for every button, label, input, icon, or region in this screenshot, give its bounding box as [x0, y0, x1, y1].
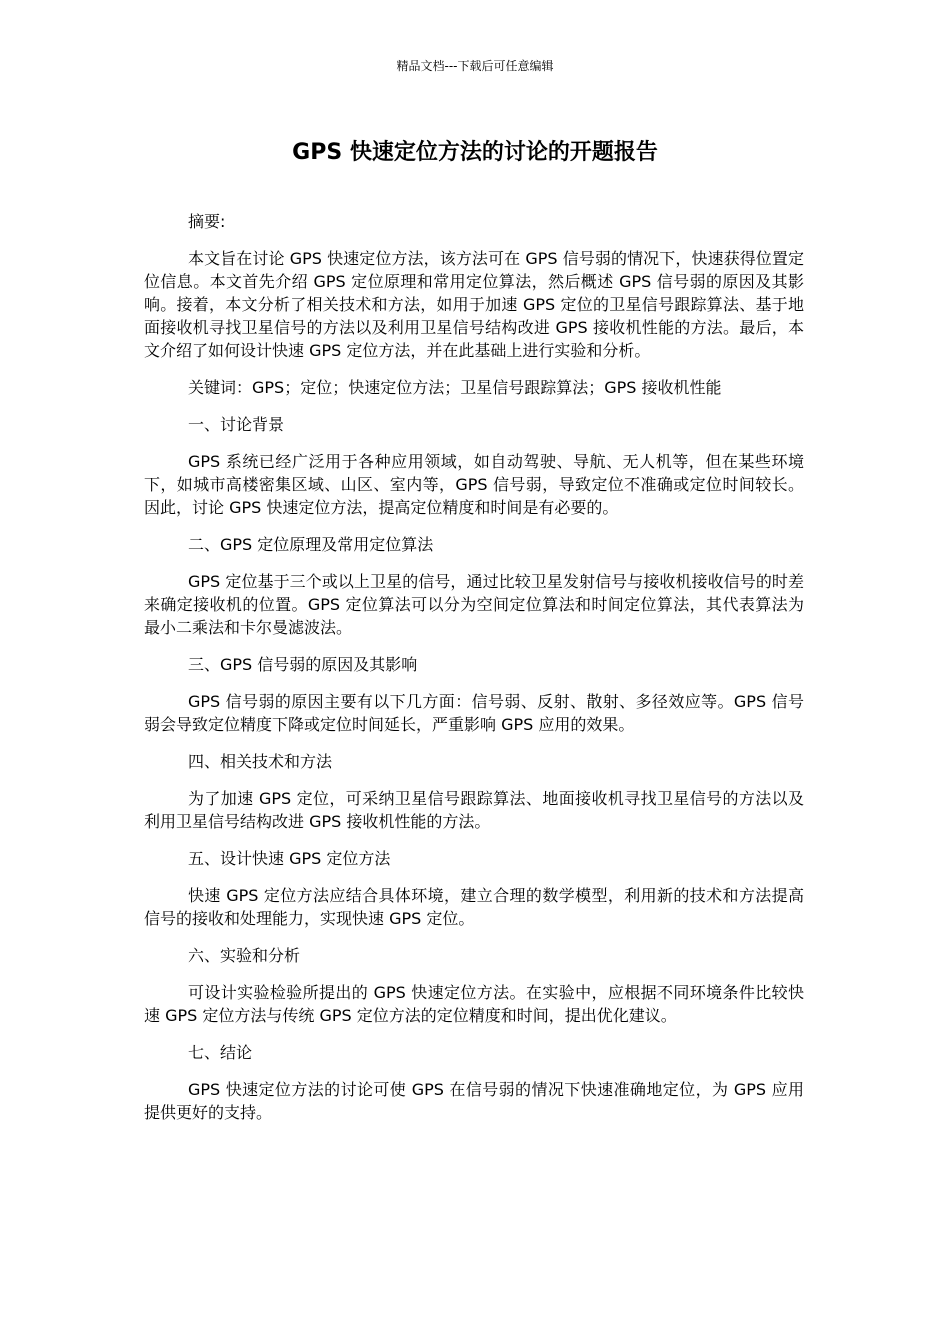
- section-heading-principles: 二、GPS 定位原理及常用定位算法: [188, 535, 434, 554]
- keywords-line: 关键词：GPS；定位；快速定位方法；卫星信号跟踪算法；GPS 接收机性能: [188, 378, 722, 397]
- document-body: [144, 210, 804, 1138]
- section-text-design: 快速 GPS 定位方法应结合具体环境，建立合理的数学模型，利用新的技术和方法提高信号的接收和处理能力，实现快速 GPS 定位。: [144, 886, 804, 928]
- abstract-label: 摘要:: [188, 212, 226, 231]
- section-heading-related-methods: 四、相关技术和方法: [188, 752, 333, 771]
- section-text-related-methods: 为了加速 GPS 定位，可采纳卫星信号跟踪算法、地面接收机寻找卫星信号的方法以及利用卫星信号结构改进 GPS 接收机性能的方法。: [144, 789, 804, 831]
- section-heading-weak-signal: 三、GPS 信号弱的原因及其影响: [188, 655, 418, 674]
- section-text-experiment: 可设计实验检验所提出的 GPS 快速定位方法。在实验中，应根据不同环境条件比较快速 GPS 定位方法与传统 GPS 定位方法的定位精度和时间，提出优化建议。: [144, 983, 804, 1025]
- header-note: 精品文档---下载后可任意编辑: [396, 59, 554, 73]
- section-heading-conclusion: 七、结论: [188, 1043, 253, 1062]
- section-heading-experiment: 六、实验和分析: [188, 946, 301, 965]
- abstract-text: 本文旨在讨论 GPS 快速定位方法，该方法可在 GPS 信号弱的情况下，快速获得位置定位信息。本文首先介绍 GPS 定位原理和常用定位算法，然后概述 GPS 信号弱的原因及其影响。接着，本文分析了相关技术和方法，如用于加速 GPS 定位的卫星信号跟踪算法、基于地面接收机寻找卫星信号的方法以及利用卫星信号结构改进 GPS 接收机性能的方法。最后，本文介绍了如何设计快速 GPS 定位方法，并在此基础上进行实验和分析。: [144, 249, 804, 360]
- document-title: GPS 快速定位方法的讨论的开题报告: [292, 140, 658, 165]
- section-text-weak-signal: GPS 信号弱的原因主要有以下几方面：信号弱、反射、散射、多径效应等。GPS 信号弱会导致定位精度下降或定位时间延长，严重影响 GPS 应用的效果。: [144, 692, 804, 734]
- section-text-principles: GPS 定位基于三个或以上卫星的信号，通过比较卫星发射信号与接收机接收信号的时差来确定接收机的位置。GPS 定位算法可以分为空间定位算法和时间定位算法，其代表算法为最小二乘法和卡尔曼滤波法。: [144, 572, 804, 637]
- section-heading-background: 一、讨论背景: [188, 415, 285, 434]
- section-heading-design: 五、设计快速 GPS 定位方法: [188, 849, 391, 868]
- section-text-conclusion: GPS 快速定位方法的讨论可使 GPS 在信号弱的情况下快速准确地定位，为 GPS 应用提供更好的支持。: [144, 1080, 804, 1122]
- section-text-background: GPS 系统已经广泛用于各种应用领域，如自动驾驶、导航、无人机等，但在某些环境下，如城市高楼密集区域、山区、室内等，GPS 信号弱，导致定位不准确或定位时间较长。因此，讨论 GPS 快速定位方法，提高定位精度和时间是有必要的。: [144, 452, 804, 517]
